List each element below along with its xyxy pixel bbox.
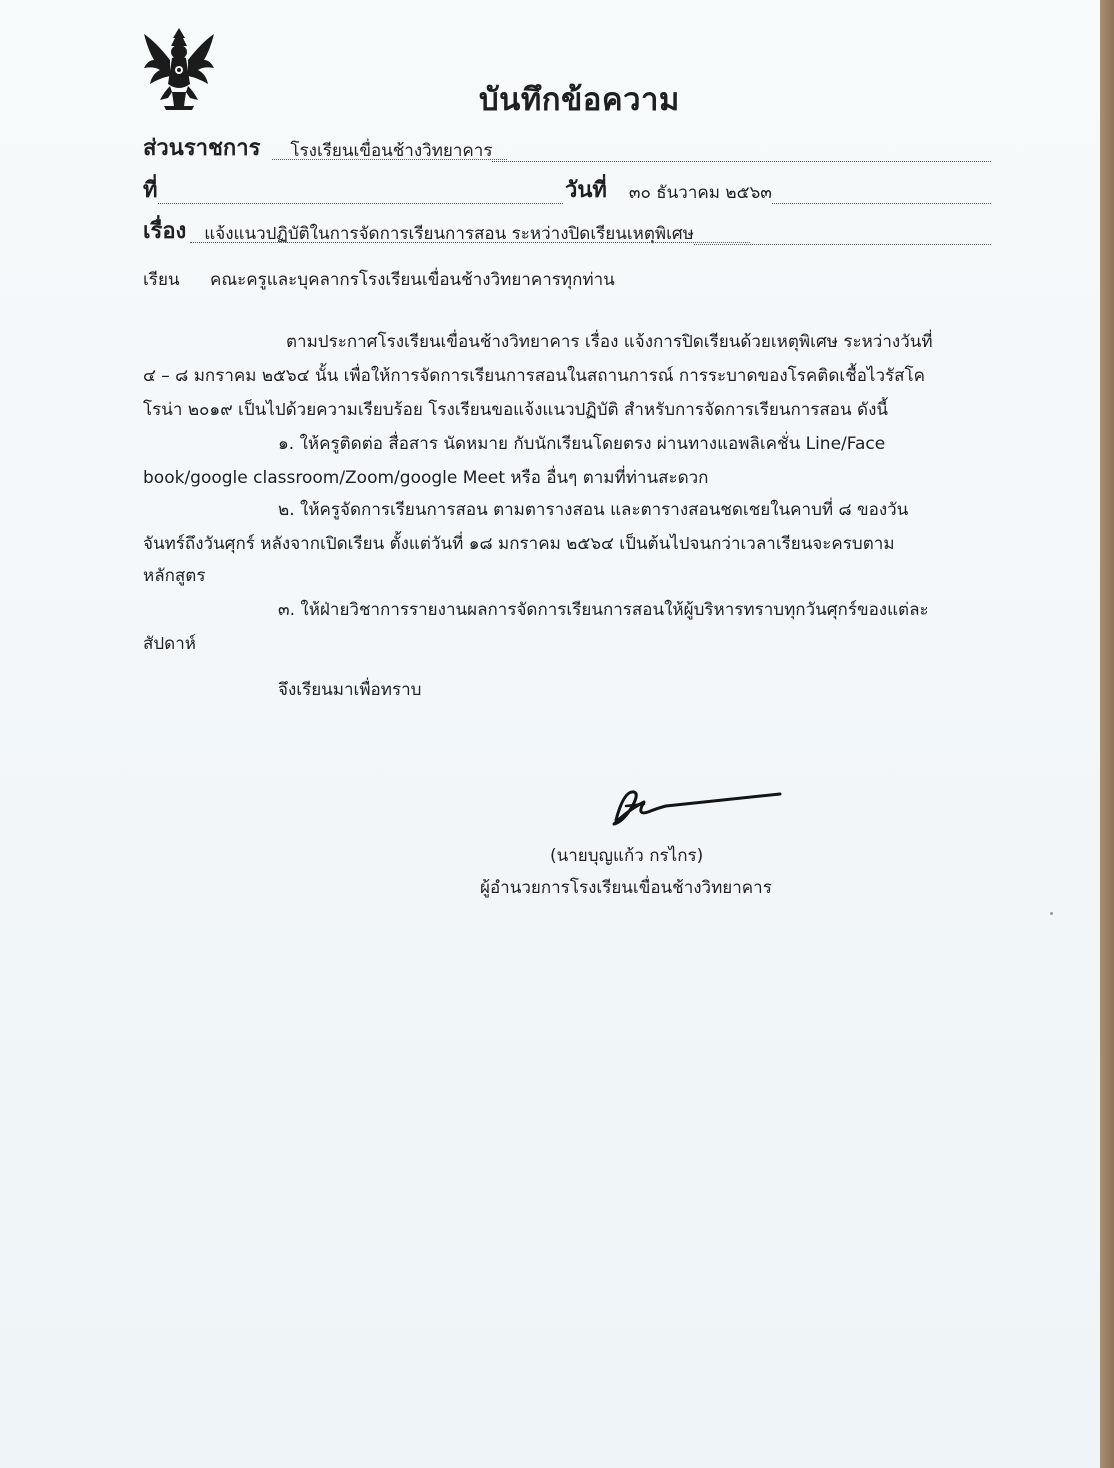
to-value: คณะครูและบุคลากรโรงเรียนเขื่อนช้างวิทยาคารทุกท่าน [210, 270, 615, 290]
body-item2-line-2: จันทร์ถึงวันศุกร์ หลังจากเปิดเรียน ตั้งแต่วันที่ ๑๘ มกราคม ๒๕๖๔ เป็นต้นไปจนกว่าเวลาเรียนจะครบตาม [143, 534, 895, 554]
date-row [565, 172, 991, 206]
body-item1-line-1: ๑. ให้ครูติดต่อ สื่อสาร นัดหมาย กับนักเรียนโดยตรง ผ่านทางแอพลิเคชั่น Line/Face [278, 434, 886, 454]
document-title: บันทึกข้อความ [479, 82, 680, 118]
garuda-emblem-icon [142, 26, 216, 112]
department-row [143, 130, 991, 164]
background-edge [1100, 0, 1114, 1468]
body-intro-line-2: ๔ – ๘ มกราคม ๒๕๖๔ นั้น เพื่อให้การจัดการเรียนการสอนในสถานการณ์ การระบาดของโรคติดเชื้อไวรัสโค [143, 366, 926, 386]
department-label: ส่วนราชการ [143, 136, 261, 161]
date-label: วันที่ [565, 178, 607, 203]
date-dotted-line [772, 202, 991, 204]
body-item2-line-3: หลักสูตร [143, 566, 206, 586]
body-item2-line-1: ๒. ให้ครูจัดการเรียนการสอน ตามตารางสอน และตารางสอนชดเชยในคาบที่ ๘ ของวัน [278, 500, 909, 520]
handwritten-signature-icon [604, 780, 784, 832]
signatory-name: (นายบุญแก้ว กรไกร) [550, 846, 704, 866]
body-intro-line-3: โรน่า ๒๐๑๙ เป็นไปด้วยความเรียบร้อย โรงเรียนขอแจ้งแนวปฏิบัติ สำหรับการจัดการเรียนการสอน ดังนี้ [143, 400, 888, 420]
subject-underline [190, 242, 750, 243]
reference-row [143, 172, 563, 206]
body-intro-line-1: ตามประกาศโรงเรียนเขื่อนช้างวิทยาคาร เรื่อง แจ้งการปิดเรียนด้วยเหตุพิเศษ ระหว่างวันที่ [286, 332, 933, 352]
department-value: โรงเรียนเขื่อนช้างวิทยาคาร [290, 141, 493, 161]
reference-dotted-line [158, 202, 563, 204]
closing-text: จึงเรียนมาเพื่อทราบ [278, 680, 422, 700]
body-item3-line-1: ๓. ให้ฝ่ายวิชาการรายงานผลการจัดการเรียนการสอนให้ผู้บริหารทราบทุกวันศุกร์ของแต่ละ [278, 600, 929, 620]
signatory-position: ผู้อำนวยการโรงเรียนเขื่อนช้างวิทยาคาร [480, 878, 772, 898]
date-value: ๓๐ ธันวาคม ๒๕๖๓ [628, 183, 772, 203]
subject-label: เรื่อง [143, 219, 187, 244]
body-item3-line-2: สัปดาห์ [143, 634, 196, 654]
paper-speck [1050, 912, 1053, 915]
department-dotted-line [492, 160, 991, 162]
subject-dotted-line [694, 243, 991, 245]
body-item1-line-2: book/google classroom/Zoom/google Meet หรือ อื่นๆ ตามที่ท่านสะดวก [143, 468, 709, 488]
subject-value: แจ้งแนวปฏิบัติในการจัดการเรียนการสอน ระหว่างปิดเรียนเหตุพิเศษ [204, 224, 694, 244]
to-label: เรียน [143, 270, 180, 290]
department-underline [272, 159, 507, 160]
reference-label: ที่ [143, 178, 158, 203]
